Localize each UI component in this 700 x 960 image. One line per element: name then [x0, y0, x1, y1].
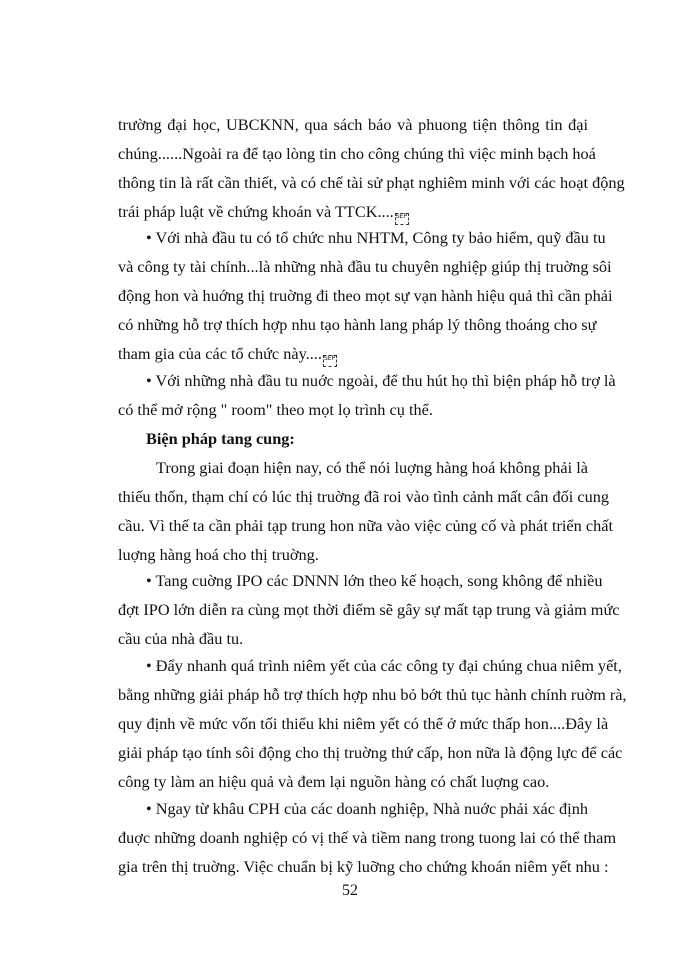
text-line: cầu. Vì thế ta cần phải tạp trung hon nữa vào việc củng cố và phát triển chất [118, 516, 613, 535]
paragraph-6 [118, 651, 627, 796]
paragraph-5 [118, 566, 620, 653]
paragraph-4 [118, 453, 613, 569]
text-line: trường đại học, UBCKNN, qua sách báo và phuong tiện thông tin đại [118, 115, 588, 134]
paragraph-2 [118, 223, 613, 368]
text-line: thiếu thốn, thạm chí có lúc thị truờng đã roi vào tình cảnh mất cân đối cung [118, 487, 610, 506]
bullet-line: • Với nhà đầu tu có tổ chức nhu NHTM, Công ty bảo hiểm, quỹ đầu tu [146, 228, 606, 247]
paragraph-7 [118, 794, 617, 881]
heading-text: Biện pháp tang cung: [146, 429, 295, 448]
text-line-with-marker [118, 197, 588, 226]
text-line: quy định về mức vốn tối thiểu khi niêm yết có thể ở mức thấp hon....Đây là [118, 714, 609, 733]
text-line: đợt IPO lớn diễn ra cùng mọt thời điểm sẽ gây sự mất tạp trung và giảm mức [118, 600, 620, 619]
text-line: bằng những giải pháp hỗ trợ thích hợp nhu bỏ bớt thủ tục hành chính ruờm rà, [118, 685, 627, 704]
paragraph-1 [118, 110, 625, 226]
bullet-line: • Tang cuờng IPO các DNNN lớn theo kế hoạch, song không để nhiều [146, 571, 603, 590]
text-line: Trong giai đoạn hiện nay, có thể nói luợng hàng hoá không phải là [156, 458, 589, 477]
section-heading [118, 424, 588, 453]
text-line: giải pháp tạo tính sôi động cho thị truờng thứ cấp, hon nữa là động lực để các [118, 743, 623, 762]
text-line: gia trên thị truờng. Việc chuẩn bị kỹ luỡng cho chứng khoán niêm yết nhu : [118, 857, 609, 876]
section-break-icon: SEP [323, 355, 337, 367]
page-number: 52 [342, 882, 358, 899]
text-line: có những hỗ trợ thích hợp nhu tạo hành lang pháp lý thông thoáng cho sự [118, 315, 597, 334]
text-line: đuợc những doanh nghiệp có vị thế và tiềm nang trong tuong lai có thể tham [118, 828, 617, 847]
text-fragment: trái pháp luật về chứng khoán và TTCK.... [118, 202, 394, 221]
text-line: cầu của nhà đầu tu. [118, 629, 244, 648]
text-line: công ty làm an hiệu quả và đem lại nguồn hàng có chất luợng cao. [118, 772, 550, 791]
text-line: động hon và huớng thị truờng đi theo mọt sự vạn hành hiệu quả thì cần phải [118, 286, 613, 305]
bullet-line: • Ngay từ khâu CPH của các doanh nghiệp, Nhà nuớc phải xác định [146, 799, 588, 818]
bullet-line: • Đẩy nhanh quá trình niêm yết của các công ty đại chúng chua niêm yết, [146, 656, 622, 675]
text-line: có thể mở rộng " room" theo mọt lọ trình cụ thể. [118, 400, 433, 419]
text-line: luợng hàng hoá cho thị truờng. [118, 545, 319, 564]
section-break-icon: SEP [395, 213, 409, 225]
bullet-line: • Với những nhà đầu tu nuớc ngoài, để thu hút họ thì biện pháp hỗ trợ là [146, 371, 616, 390]
text-line-with-marker [118, 339, 588, 368]
text-line: và công ty tài chính...là những nhà đầu tu chuyên nghiệp giúp thị truờng sôi [118, 257, 612, 276]
text-line: chúng......Ngoài ra để tạo lòng tin cho công chúng thì việc minh bạch hoá [118, 144, 596, 163]
text-fragment: tham gia của các tổ chức này.... [118, 344, 322, 363]
text-line: thông tin là rất cần thiết, và có chế tài sử phạt nghiêm minh với các hoạt động [118, 173, 625, 192]
paragraph-3 [118, 366, 616, 424]
